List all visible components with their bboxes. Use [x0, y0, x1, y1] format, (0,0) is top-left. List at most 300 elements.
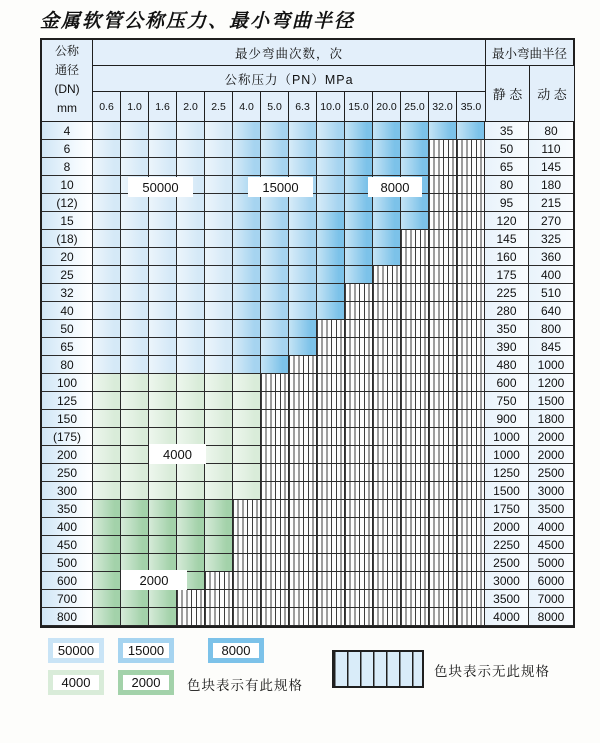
pressure-header-label: 公称压力（PN）MPa: [93, 66, 485, 92]
no-spec-cell: [429, 572, 457, 590]
no-spec-cell: [401, 284, 429, 302]
spec-cell: [233, 410, 261, 428]
no-spec-cell: [261, 500, 289, 518]
no-spec-cell: [401, 410, 429, 428]
spec-cell: [261, 248, 289, 266]
spec-cell: [93, 266, 121, 284]
no-spec-cell: [457, 554, 485, 572]
zone-value-label: 2000: [121, 570, 187, 590]
spec-cell: [93, 320, 121, 338]
no-spec-cell: [373, 446, 401, 464]
no-spec-cell: [261, 428, 289, 446]
dn-header-line: 通径: [54, 63, 79, 77]
no-spec-cell: [429, 428, 457, 446]
no-spec-cell: [429, 140, 457, 158]
no-spec-cell: [317, 518, 345, 536]
spec-cell: [317, 140, 345, 158]
no-spec-cell: [373, 338, 401, 356]
no-spec-cell: [345, 410, 373, 428]
static-cell: 65: [485, 158, 529, 176]
spec-cell: [93, 446, 121, 464]
spec-cell: [93, 392, 121, 410]
spec-cell: [93, 518, 121, 536]
dn-cell: 32: [42, 284, 93, 302]
legend-swatch: 2000: [118, 670, 174, 695]
spec-cell: [149, 392, 177, 410]
pressure-values-row: [93, 92, 485, 121]
spec-cell: [121, 374, 149, 392]
dn-cell: (18): [42, 230, 93, 248]
no-spec-cell: [373, 266, 401, 284]
dn-cell: 800: [42, 608, 93, 626]
pressure-value-header: 5.0: [261, 92, 289, 121]
spec-cell: [177, 230, 205, 248]
spec-cell: [149, 266, 177, 284]
dynamic-cell: 400: [529, 266, 573, 284]
dynamic-cell: 145: [529, 158, 573, 176]
dn-header-line: mm: [57, 101, 77, 115]
no-spec-cell: [233, 554, 261, 572]
spec-cell: [401, 158, 429, 176]
spec-cell: [401, 212, 429, 230]
dn-cell: 20: [42, 248, 93, 266]
dn-cell: 6: [42, 140, 93, 158]
legend-has-spec-text: 色块表示有此规格: [187, 678, 303, 693]
no-spec-cell: [429, 158, 457, 176]
spec-cell: [93, 212, 121, 230]
spec-cell: [121, 158, 149, 176]
spec-cell: [93, 464, 121, 482]
dn-cell: 250: [42, 464, 93, 482]
spec-cell: [121, 464, 149, 482]
no-spec-cell: [429, 248, 457, 266]
no-spec-cell: [457, 284, 485, 302]
no-spec-cell: [429, 212, 457, 230]
no-spec-cell: [401, 464, 429, 482]
static-cell: 35: [485, 122, 529, 140]
spec-cell: [373, 248, 401, 266]
spec-cell: [121, 302, 149, 320]
spec-cell: [177, 392, 205, 410]
spec-cell: [457, 122, 485, 140]
dynamic-cell: 360: [529, 248, 573, 266]
no-spec-cell: [261, 482, 289, 500]
dn-cell: 400: [42, 518, 93, 536]
dn-cell: (175): [42, 428, 93, 446]
spec-cell: [289, 338, 317, 356]
no-spec-cell: [429, 392, 457, 410]
no-spec-cell: [289, 536, 317, 554]
spec-cell: [205, 338, 233, 356]
no-spec-cell: [345, 356, 373, 374]
spec-cell: [233, 230, 261, 248]
spec-cell: [149, 338, 177, 356]
no-spec-cell: [429, 590, 457, 608]
spec-cell: [177, 500, 205, 518]
static-cell: 120: [485, 212, 529, 230]
spec-cell: [317, 266, 345, 284]
no-spec-cell: [345, 284, 373, 302]
no-spec-cell: [457, 140, 485, 158]
spec-cell: [289, 320, 317, 338]
no-spec-cell: [205, 590, 233, 608]
spec-cell: [149, 482, 177, 500]
spec-cell: [233, 302, 261, 320]
no-spec-cell: [373, 392, 401, 410]
spec-cell: [205, 500, 233, 518]
spec-cell: [317, 194, 345, 212]
no-spec-cell: [317, 608, 345, 626]
static-cell: 900: [485, 410, 529, 428]
spec-cell: [373, 122, 401, 140]
static-cell: 175: [485, 266, 529, 284]
spec-cell: [317, 230, 345, 248]
static-cell: 2500: [485, 554, 529, 572]
spec-cell: [345, 122, 373, 140]
no-spec-cell: [317, 572, 345, 590]
dynamic-cell: 325: [529, 230, 573, 248]
no-spec-cell: [289, 590, 317, 608]
no-spec-cell: [401, 230, 429, 248]
spec-cell: [233, 356, 261, 374]
spec-cell: [121, 428, 149, 446]
no-spec-cell: [373, 428, 401, 446]
spec-cell: [149, 608, 177, 626]
spec-cell: [205, 230, 233, 248]
dn-cell: 65: [42, 338, 93, 356]
zone-value-label: 50000: [128, 177, 193, 197]
spec-cell: [93, 284, 121, 302]
no-spec-cell: [345, 608, 373, 626]
no-spec-cell: [457, 536, 485, 554]
no-spec-cell: [373, 572, 401, 590]
static-cell: 3000: [485, 572, 529, 590]
static-cell: 600: [485, 374, 529, 392]
spec-cell: [93, 608, 121, 626]
legend-swatch: 8000: [208, 638, 264, 663]
spec-cell: [121, 500, 149, 518]
no-spec-cell: [289, 446, 317, 464]
no-spec-cell: [345, 392, 373, 410]
no-spec-cell: [457, 320, 485, 338]
no-spec-cell: [345, 338, 373, 356]
no-spec-cell: [457, 176, 485, 194]
no-spec-cell: [289, 554, 317, 572]
spec-cell: [121, 338, 149, 356]
spec-cell: [289, 230, 317, 248]
spec-cell: [289, 140, 317, 158]
spec-cell: [373, 140, 401, 158]
dn-cell: 500: [42, 554, 93, 572]
spec-cell: [149, 410, 177, 428]
spec-cell: [93, 122, 121, 140]
dynamic-cell: 1200: [529, 374, 573, 392]
no-spec-cell: [429, 500, 457, 518]
spec-cell: [233, 266, 261, 284]
pressure-value-header: 6.3: [289, 92, 317, 121]
no-spec-cell: [429, 482, 457, 500]
dynamic-cell: 2000: [529, 428, 573, 446]
dynamic-cell: 6000: [529, 572, 573, 590]
spec-cell: [289, 122, 317, 140]
no-spec-cell: [429, 446, 457, 464]
no-spec-cell: [289, 482, 317, 500]
spec-cell: [205, 122, 233, 140]
dynamic-cell: 4000: [529, 518, 573, 536]
spec-cell: [345, 248, 373, 266]
dn-cell: 450: [42, 536, 93, 554]
no-spec-cell: [345, 518, 373, 536]
no-spec-cell: [429, 554, 457, 572]
spec-cell: [289, 248, 317, 266]
spec-cell: [121, 518, 149, 536]
zone-value-label: 15000: [248, 177, 313, 197]
no-spec-cell: [317, 356, 345, 374]
dynamic-cell: 2500: [529, 464, 573, 482]
dynamic-header-label: 动 态: [530, 66, 574, 121]
spec-cell: [233, 446, 261, 464]
no-spec-cell: [401, 590, 429, 608]
spec-cell: [261, 302, 289, 320]
spec-cell: [177, 266, 205, 284]
no-spec-cell: [345, 482, 373, 500]
no-spec-cell: [373, 284, 401, 302]
spec-cell: [121, 320, 149, 338]
spec-cell: [289, 266, 317, 284]
spec-cell: [149, 158, 177, 176]
spec-cell: [177, 338, 205, 356]
no-spec-cell: [401, 248, 429, 266]
no-spec-cell: [373, 518, 401, 536]
spec-cell: [177, 140, 205, 158]
spec-cell: [205, 374, 233, 392]
spec-cell: [205, 176, 233, 194]
spec-cell: [317, 176, 345, 194]
no-spec-cell: [317, 590, 345, 608]
no-spec-cell: [317, 446, 345, 464]
dn-cell: 10: [42, 176, 93, 194]
dynamic-cell: 510: [529, 284, 573, 302]
no-spec-cell: [401, 446, 429, 464]
no-spec-cell: [289, 500, 317, 518]
static-cell: 160: [485, 248, 529, 266]
static-cell: 95: [485, 194, 529, 212]
no-spec-cell: [457, 428, 485, 446]
spec-cell: [205, 518, 233, 536]
no-spec-cell: [317, 554, 345, 572]
no-spec-cell: [457, 410, 485, 428]
no-spec-cell: [317, 536, 345, 554]
spec-cell: [121, 446, 149, 464]
no-spec-cell: [401, 500, 429, 518]
no-spec-cell: [289, 572, 317, 590]
no-spec-cell: [233, 590, 261, 608]
spec-cell: [261, 320, 289, 338]
dn-cell: 300: [42, 482, 93, 500]
table-body: [42, 122, 573, 626]
dynamic-cell: 2000: [529, 446, 573, 464]
spec-cell: [261, 158, 289, 176]
no-spec-cell: [345, 464, 373, 482]
pressure-value-header: 10.0: [317, 92, 345, 121]
spec-cell: [205, 410, 233, 428]
no-spec-cell: [345, 536, 373, 554]
cycles-header-label: 最少弯曲次数，次: [93, 40, 485, 66]
spec-cell: [233, 392, 261, 410]
no-spec-cell: [177, 590, 205, 608]
spec-cell: [233, 338, 261, 356]
no-spec-cell: [317, 482, 345, 500]
dynamic-cell: 110: [529, 140, 573, 158]
no-spec-cell: [373, 302, 401, 320]
no-spec-cell: [317, 428, 345, 446]
no-spec-cell: [373, 482, 401, 500]
no-spec-cell: [373, 374, 401, 392]
no-spec-cell: [457, 374, 485, 392]
static-cell: 80: [485, 176, 529, 194]
spec-cell: [93, 176, 121, 194]
spec-cell: [177, 464, 205, 482]
spec-cell: [261, 284, 289, 302]
no-spec-cell: [457, 230, 485, 248]
spec-cell: [205, 446, 233, 464]
no-spec-cell: [401, 302, 429, 320]
no-spec-cell: [345, 374, 373, 392]
dn-cell: 15: [42, 212, 93, 230]
no-spec-cell: [233, 572, 261, 590]
spec-cell: [233, 158, 261, 176]
no-spec-cell: [289, 392, 317, 410]
pressure-value-header: 20.0: [373, 92, 401, 121]
no-spec-cell: [457, 266, 485, 284]
spec-cell: [149, 230, 177, 248]
dn-cell: 200: [42, 446, 93, 464]
legend-swatch: 15000: [118, 638, 174, 663]
dn-cell: 4: [42, 122, 93, 140]
dynamic-cell: 1800: [529, 410, 573, 428]
spec-cell: [205, 428, 233, 446]
dynamic-cell: 1500: [529, 392, 573, 410]
spec-cell: [177, 212, 205, 230]
static-cell: 1000: [485, 446, 529, 464]
static-cell: 3500: [485, 590, 529, 608]
spec-cell: [93, 572, 121, 590]
no-spec-cell: [401, 572, 429, 590]
no-spec-cell: [429, 320, 457, 338]
dn-cell: 100: [42, 374, 93, 392]
spec-cell: [233, 428, 261, 446]
no-spec-cell: [401, 608, 429, 626]
spec-cell: [149, 302, 177, 320]
no-spec-cell: [401, 374, 429, 392]
no-spec-cell: [205, 572, 233, 590]
spec-cell: [205, 554, 233, 572]
no-spec-cell: [429, 302, 457, 320]
spec-cell: [261, 122, 289, 140]
static-cell: 50: [485, 140, 529, 158]
dn-cell: 40: [42, 302, 93, 320]
no-spec-cell: [457, 194, 485, 212]
spec-cell: [289, 302, 317, 320]
static-cell: 350: [485, 320, 529, 338]
no-spec-cell: [345, 500, 373, 518]
dn-cell: 8: [42, 158, 93, 176]
radius-header-block: [485, 40, 573, 121]
spec-cell: [121, 410, 149, 428]
dynamic-cell: 270: [529, 212, 573, 230]
spec-cell: [121, 590, 149, 608]
spec-cell: [345, 140, 373, 158]
dn-cell: 50: [42, 320, 93, 338]
no-spec-cell: [261, 446, 289, 464]
no-spec-cell: [429, 338, 457, 356]
no-spec-cell: [457, 500, 485, 518]
no-spec-cell: [261, 464, 289, 482]
no-spec-cell: [457, 482, 485, 500]
no-spec-cell: [401, 356, 429, 374]
spec-cell: [177, 374, 205, 392]
no-spec-cell: [457, 302, 485, 320]
spec-cell: [261, 140, 289, 158]
no-spec-cell: [401, 320, 429, 338]
spec-cell: [401, 122, 429, 140]
spec-cell: [121, 392, 149, 410]
no-spec-cell: [457, 572, 485, 590]
no-spec-cell: [457, 212, 485, 230]
no-spec-cell: [261, 410, 289, 428]
no-spec-cell: [261, 518, 289, 536]
no-spec-cell: [289, 410, 317, 428]
no-spec-cell: [373, 608, 401, 626]
spec-cell: [149, 500, 177, 518]
dn-cell: 25: [42, 266, 93, 284]
static-cell: 1750: [485, 500, 529, 518]
no-spec-cell: [345, 590, 373, 608]
spec-cell: [177, 356, 205, 374]
dynamic-cell: 7000: [529, 590, 573, 608]
spec-cell: [345, 230, 373, 248]
no-spec-cell: [457, 590, 485, 608]
spec-cell: [205, 248, 233, 266]
no-spec-cell: [401, 536, 429, 554]
static-cell: 280: [485, 302, 529, 320]
no-spec-cell: [373, 356, 401, 374]
spec-cell: [93, 194, 121, 212]
no-spec-cell: [345, 446, 373, 464]
page-title: 金属软管公称压力、最小弯曲半径: [40, 10, 356, 32]
static-cell: 225: [485, 284, 529, 302]
no-spec-cell: [373, 320, 401, 338]
spec-cell: [149, 374, 177, 392]
spec-cell: [93, 374, 121, 392]
no-spec-cell: [261, 374, 289, 392]
spec-cell: [233, 374, 261, 392]
pressure-value-header: 4.0: [233, 92, 261, 121]
spec-cell: [93, 590, 121, 608]
no-spec-cell: [401, 518, 429, 536]
spec-cell: [345, 158, 373, 176]
no-spec-cell: [177, 608, 205, 626]
no-spec-cell: [373, 500, 401, 518]
no-spec-cell: [373, 464, 401, 482]
no-spec-cell: [345, 554, 373, 572]
spec-cell: [177, 302, 205, 320]
dynamic-cell: 180: [529, 176, 573, 194]
dn-cell: 150: [42, 410, 93, 428]
no-spec-cell: [233, 500, 261, 518]
spec-cell: [317, 212, 345, 230]
spec-cell: [93, 140, 121, 158]
